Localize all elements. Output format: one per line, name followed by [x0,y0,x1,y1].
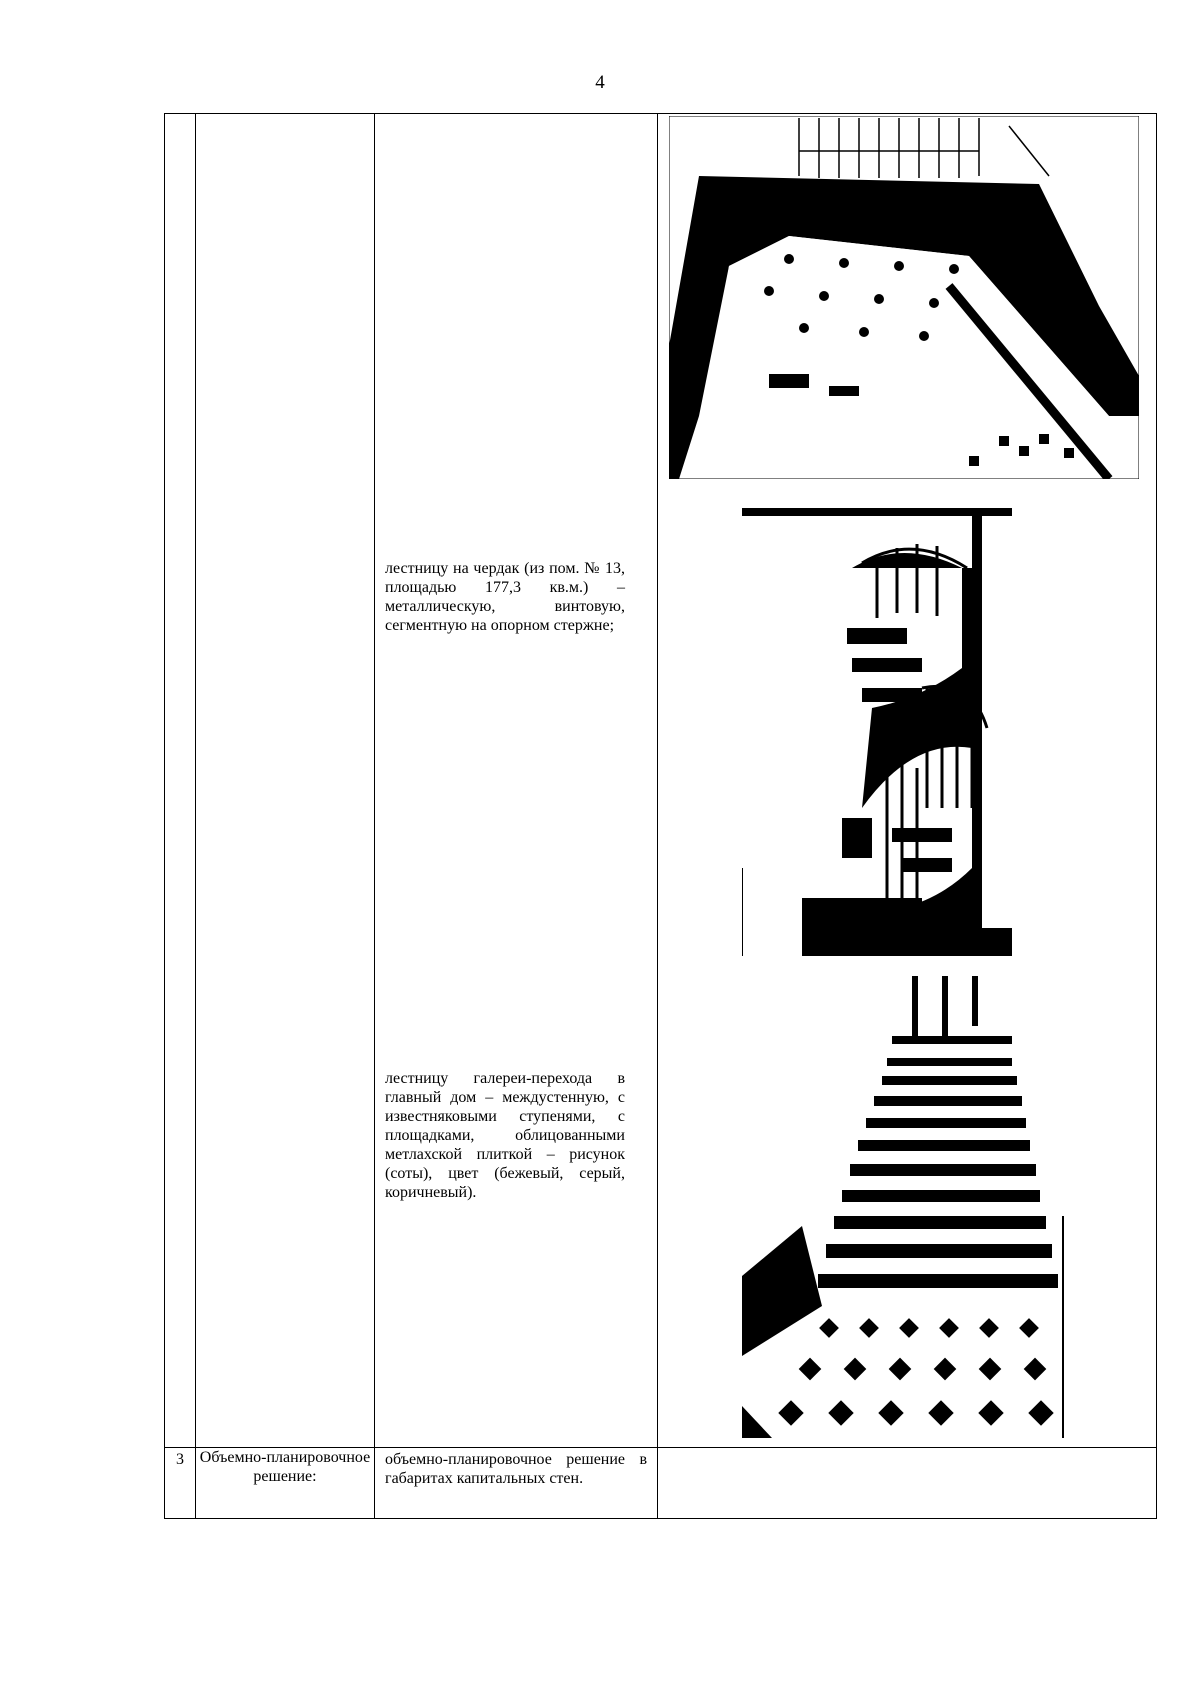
document-table [164,113,1157,1519]
table-row [165,1448,1157,1519]
gallery-staircase-photo [742,976,1064,1438]
attic-staircase-description: лестницу на чердак (из пом. № 13, площадью 177,3 кв.м.) – металлическую, винтовую, сегментную на опорном стержне; [385,560,625,634]
table-row [165,114,1157,1448]
row-name: Объемно-планировочное решение: [196,1448,375,1519]
description-cell [375,114,658,1448]
photo-cell [658,114,1157,1448]
row-description: объемно-планировочное решение в габаритах капитальных стен. [375,1448,658,1519]
row-number: 3 [165,1448,196,1519]
row-photo-cell [658,1448,1157,1519]
attic-landing-photo [669,116,1139,479]
gallery-staircase-description: лестницу галереи-перехода в главный дом – междустенную, с известняковыми ступенями, с площадками, облицованными метлахской плиткой – рисунок (соты), цвет (бежевый, серый, коричневый). [385,1070,625,1201]
page-number: 4 [595,72,605,93]
spiral-staircase-photo [742,508,1012,956]
name-cell [196,114,375,1448]
number-cell [165,114,196,1448]
